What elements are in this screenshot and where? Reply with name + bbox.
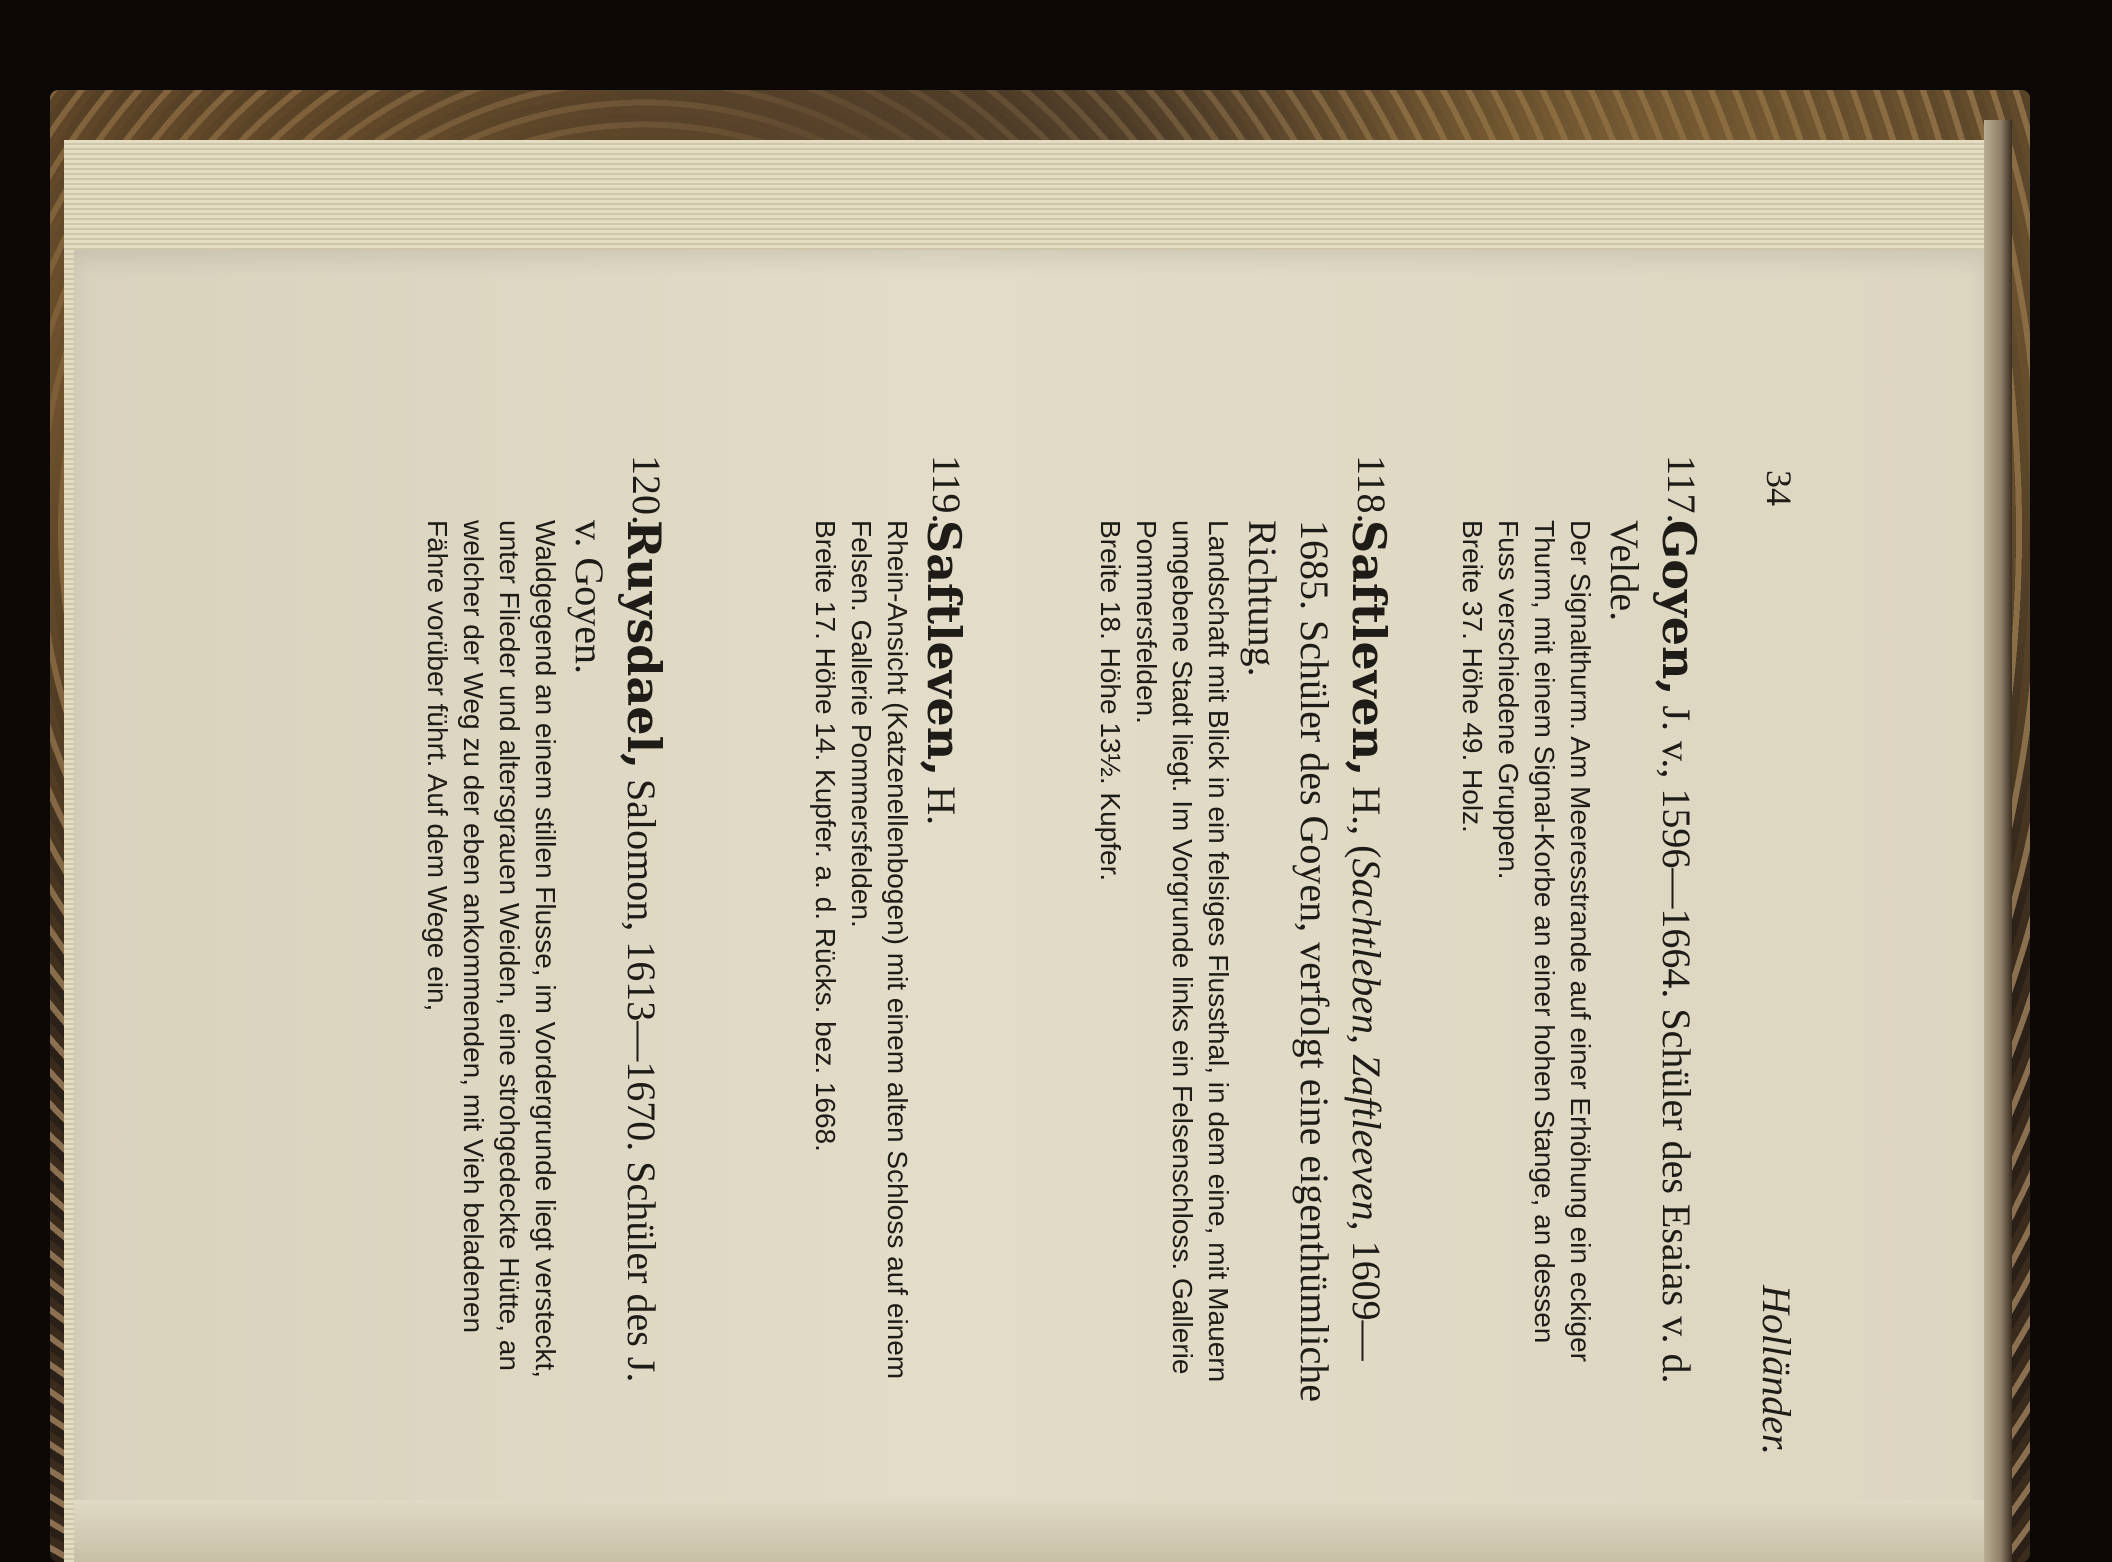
- artist-name: Saftleven,: [917, 520, 971, 777]
- entry-description: Rhein-Ansicht (Katzenellenbogen) mit einem alten Schloss auf einem Felsen. Gallerie Pommersfelden.: [846, 520, 913, 1380]
- entry-heading-before-italic: H., (: [1344, 776, 1389, 859]
- entry-heading-after-italic: 1609—1685. Schüler des Goyen, verfolgt eine eigenthümliche Richtung.: [1240, 520, 1389, 1402]
- entry-heading: [915, 520, 970, 1405]
- artist-name: Saftleven,: [1342, 520, 1396, 777]
- entry-description: Waldgegend an einem stillen Flusse, im Vordergrunde liegt versteckt, unter Flieder und altersgrauen Weiden, eine strohgedeckte Hütte, an welcher der Weg zu der eben ankommenden, mit Vieh beladenen Fähre vorüber führt. Auf dem Wege ein,: [422, 520, 561, 1379]
- entry-dimensions: Breite 37. Höhe 49. Holz.: [1457, 520, 1488, 833]
- entry-dimensions: Breite 18. Höhe 13½. Kupfer.: [1095, 520, 1126, 882]
- catalog-entry-119: [807, 455, 970, 1405]
- entry-heading-rest: J. v., 1596—1664. Schüler des Esaias v. d. Velde.: [1602, 520, 1699, 1384]
- entry-number: 117.: [1659, 455, 1704, 524]
- rotated-page-text: [300, 455, 1799, 1455]
- page-number: 34: [1759, 470, 1799, 506]
- page-bottom-edge: [74, 1500, 1984, 1562]
- entry-number: 120.: [624, 455, 669, 525]
- entry-heading-rest: H.: [919, 776, 964, 826]
- entry-heading: [563, 520, 670, 1405]
- catalog-entry-117: [1454, 455, 1705, 1405]
- artist-name: Ruysdael,: [617, 520, 671, 770]
- artist-name: Goyen,: [1652, 520, 1706, 696]
- entry-description: Der Signalthurm. Am Meeresstrande auf einer Erhöhung ein eckiger Thurm, mit einem Signal-Korbe an einer hohen Stange, an dessen Fuss verschiedene Gruppen.: [1493, 520, 1596, 1362]
- section-title: Holländer.: [1754, 1285, 1799, 1455]
- entry-heading: [1598, 520, 1705, 1405]
- entry-description: Landschaft mit Blick in ein felsiges Flussthal, in dem eine, mit Mauern umgebene Stadt liegt. Im Vorgrunde links ein Felsenschloss. Gallerie Pommersfelden.: [1131, 520, 1234, 1383]
- entry-heading: [1236, 520, 1395, 1405]
- entry-number: 118.: [1349, 455, 1394, 524]
- catalog-entry-118: [1092, 455, 1395, 1405]
- entry-number: 119.: [924, 455, 969, 524]
- entry-heading-italic: Sachtleben, Zaftleeven,: [1344, 858, 1389, 1231]
- catalog-entry-120: [419, 455, 670, 1405]
- entry-heading-rest: Salomon, 1613—1670. Schüler des J. v. Goyen.: [567, 520, 664, 1383]
- book-spine-edge: [1984, 120, 2012, 1562]
- entry-dimensions: Breite 17. Höhe 14. Kupfer. a. d. Rücks. bez. 1668.: [810, 520, 841, 1152]
